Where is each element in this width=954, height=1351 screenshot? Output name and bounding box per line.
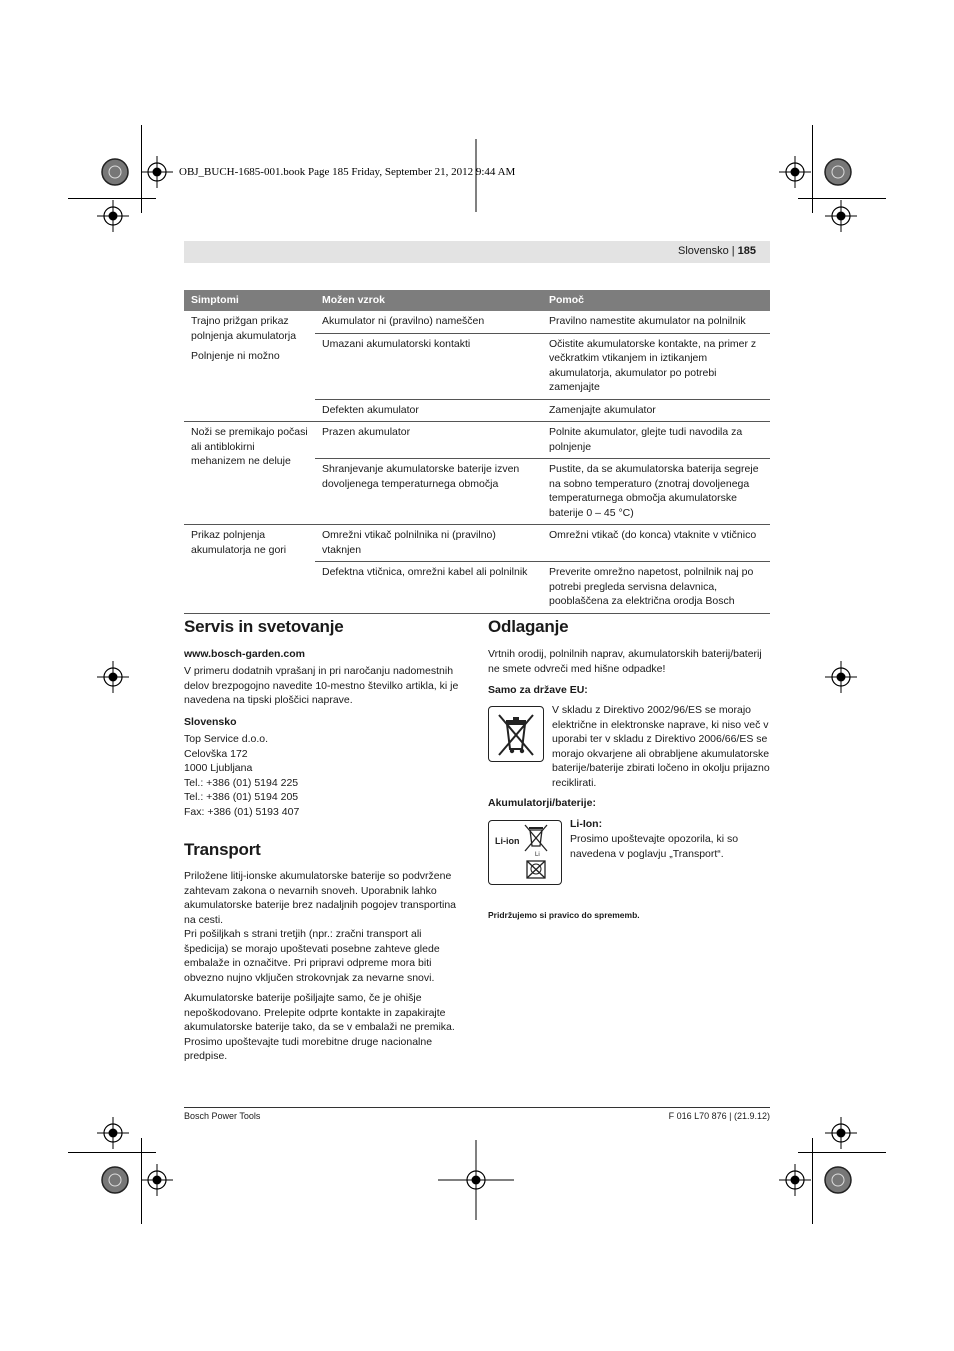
troubleshooting-table: [184, 290, 770, 614]
service-intro: V primeru dodatnih vprašanj in pri naročanju nadomestnih delov brezpogojno navedite 10-mestno številko artikla, ki je navedena na tipski ploščici naprave.: [184, 665, 459, 707]
eu-text: V skladu z Direktivo 2002/96/ES se morajo električne in elektronske naprave, ki niso več v uporabi ter v skladu z Direktivo 2006/66/ES se morajo okvarjene ali obrabljene akumulatorske baterije/baterije zbirati ločeno in okolju prijazno reciklirati.: [552, 704, 770, 789]
phone-line: Tel.: +386 (01) 5194 205: [184, 791, 299, 804]
remedy-cell: Očistite akumulatorske kontakte, na primer z večkratkim vtikanjem in iztikanjem akumulatorja, akumulator po potrebi zamenjajte: [542, 333, 770, 399]
symptom-cell: [184, 311, 315, 422]
table-row: [184, 311, 770, 333]
transport-paragraph: Priložene litij-ionske akumulatorske baterije so podvržene zahtevam zakona o nevarnih snoveh. Uporabnik lahko akumulatorske baterije brez nadaljnih pogojev transportina na cesti.: [184, 870, 456, 926]
header-language: Slovensko: [678, 245, 729, 257]
symptom-cell: [184, 525, 315, 614]
transport-paragraph: Pri pošiljkah s strani tretjih (npr.: zračni transport ali špedicija) se morajo upoštevati posebne zahteve glede embalaže in označitve. Pri pripravi odpreme mora biti obvezno nujno vključen strokovnjak za nevarne snovi.: [184, 928, 440, 984]
remedy-cell: Omrežni vtikač (do konca) vtaknite v vtičnico: [542, 525, 770, 562]
table-header-row: [184, 290, 770, 311]
table-row: [184, 422, 770, 459]
cause-cell: Shranjevanje akumulatorske baterije izven dovoljenega temperaturnega območja: [315, 459, 542, 525]
li-ion-text: Prosimo upoštevajte opozorila, ki so navedena v poglavju „Transport“.: [570, 833, 739, 860]
transport-paragraph: Akumulatorske baterije pošiljajte samo, če je ohišje nepoškodovano. Prelepite odprte kontakte in zapakirajte akumulatorske baterije tako, da se v embalaži ne premika. Prosimo upoštevajte tudi morebitne druge nacionalne predpise.: [184, 992, 455, 1063]
remedy-cell: Zamenjajte akumulator: [542, 399, 770, 422]
change-notice: Pridržujemo si pravico do sprememb.: [488, 910, 640, 920]
cause-cell: Defektna vtičnica, omrežni kabel ali polnilnik: [315, 562, 542, 614]
weee-bin-icon: [488, 706, 544, 762]
file-header: OBJ_BUCH-1685-001.book Page 185 Friday, September 21, 2012 9:44 AM: [179, 166, 516, 178]
cause-cell: Umazani akumulatorski kontakti: [315, 333, 542, 399]
li-ion-heading: Li-Ion:: [570, 818, 603, 830]
remedy-cell: Pustite, da se akumulatorska baterija segreje na sobno temperaturo (znotraj dovoljenega temperaturnega območja akumulatorske baterije 0 – 45 °C): [542, 459, 770, 525]
service-country: Slovensko: [184, 716, 237, 728]
footer-divider: [184, 1107, 770, 1108]
remedy-cell: Pravilno namestite akumulator na polnilnik: [542, 311, 770, 333]
header-separator: |: [731, 245, 735, 257]
address-line: Celovška 172: [184, 747, 248, 760]
battery-heading: Akumulatorji/baterije:: [488, 797, 596, 809]
remedy-cell: Polnite akumulator, glejte tudi navodila za polnjenje: [542, 422, 770, 459]
symptom-text: Prikaz polnjenja akumulatorja ne gori: [191, 529, 287, 556]
column-header: Simptomi: [184, 290, 315, 311]
cause-cell: Prazen akumulator: [315, 422, 542, 459]
cause-cell: Omrežni vtikač polnilnika ni (pravilno) vtaknjen: [315, 525, 542, 562]
phone-line: Tel.: +386 (01) 5194 225: [184, 776, 299, 789]
disposal-heading: Odlaganje: [488, 617, 569, 636]
symptom-text: Noži se premikajo počasi ali antiblokirni mehanizem ne deluje: [191, 426, 308, 467]
footer-doc-number: F 016 L70 876 | (21.9.12): [668, 1111, 770, 1121]
address-line: 1000 Ljubljana: [184, 762, 253, 775]
li-ion-icon-small-label: Li: [535, 852, 540, 858]
disposal-intro: Vrtnih orodij, polnilnih naprav, akumulatorskih baterij/baterij ne smete odvreči med hišne odpadke!: [488, 648, 762, 675]
column-header: Možen vzrok: [315, 290, 542, 311]
page-header: [184, 241, 770, 263]
eu-heading: Samo za države EU:: [488, 684, 588, 696]
symptom-text: Polnjenje ni možno: [191, 350, 280, 362]
footer-brand: Bosch Power Tools: [184, 1111, 261, 1121]
service-url[interactable]: www.bosch-garden.com: [184, 648, 305, 660]
service-address: [184, 732, 464, 820]
service-heading: Servis in svetovanje: [184, 617, 344, 636]
fax-line: Fax: +386 (01) 5193 407: [184, 805, 300, 818]
symptom-cell: [184, 422, 315, 525]
remedy-cell: Preverite omrežno napetost, polnilnik naj po potrebi pregleda servisna delavnica, pooblaščena za električna orodja Bosch: [542, 562, 770, 614]
li-ion-recycling-icon: [488, 820, 562, 885]
li-ion-icon-label: Li-ion: [495, 836, 520, 846]
symptom-text: Trajno prižgan prikaz polnjenja akumulatorja: [191, 315, 297, 342]
table-row: [184, 525, 770, 562]
transport-heading: Transport: [184, 840, 261, 859]
cause-cell: Defekten akumulator: [315, 399, 542, 422]
cause-cell: Akumulator ni (pravilno) nameščen: [315, 311, 542, 333]
column-header: Pomoč: [542, 290, 770, 311]
page-number: 185: [737, 245, 756, 257]
address-line: Top Service d.o.o.: [184, 733, 269, 745]
